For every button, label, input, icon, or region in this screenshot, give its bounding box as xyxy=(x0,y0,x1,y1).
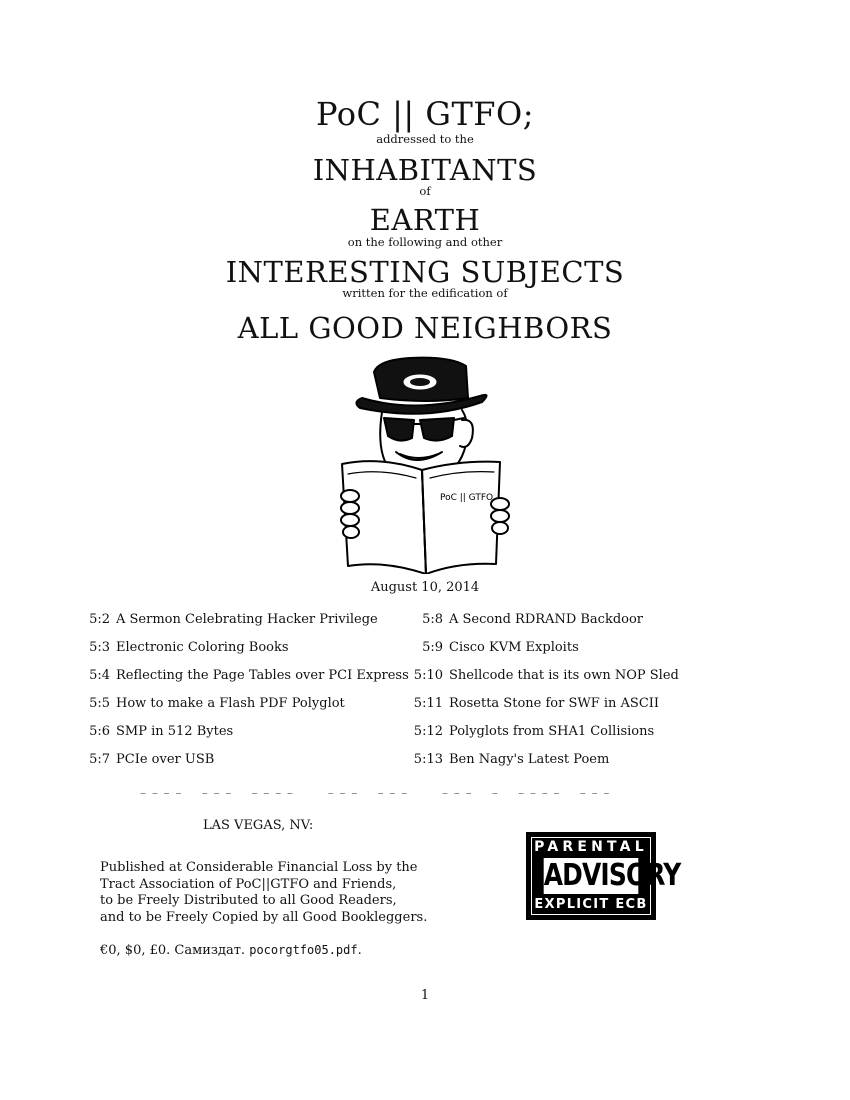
advisory-bottom-text: EXPLICIT ECB xyxy=(534,897,648,912)
parental-advisory-badge xyxy=(526,832,681,920)
toc-item-title: A Second RDRAND Backdoor xyxy=(449,612,644,627)
publisher-statement xyxy=(100,860,427,926)
toc-item-title: Cisco KVM Exploits xyxy=(449,640,579,655)
toc-item-number: 5:8 xyxy=(422,612,443,627)
toc-item xyxy=(408,724,679,752)
price-text: €0, $0, £0. Самиздат. xyxy=(100,943,246,958)
toc-item xyxy=(82,724,409,752)
toc-item-number: 5:13 xyxy=(413,752,443,767)
masthead-line-of: of xyxy=(419,184,431,198)
toc-item-title: A Sermon Celebrating Hacker Privilege xyxy=(116,612,378,627)
masthead-heading-neighbors: ALL GOOD NEIGHBORS xyxy=(237,311,613,345)
reader-illustration xyxy=(330,352,520,574)
toc-item xyxy=(408,696,679,724)
toc-item-title: How to make a Flash PDF Polyglot xyxy=(116,696,345,711)
toc-item-number: 5:4 xyxy=(89,668,110,683)
toc-item-number: 5:12 xyxy=(413,724,443,739)
toc-item-number: 5:5 xyxy=(89,696,110,711)
section-divider: – – – – – – – – – – – – – – – – – – – – – – – – – – – – xyxy=(140,786,611,800)
toc-item-title: SMP in 512 Bytes xyxy=(116,724,234,739)
publisher-line: to be Freely Distributed to all Good Readers, xyxy=(100,893,397,908)
price-suffix: . xyxy=(357,943,362,958)
publisher-line: Tract Association of PoC||GTFO and Friends, xyxy=(100,876,397,892)
masthead-heading-subjects: INTERESTING SUBJECTS xyxy=(225,255,625,289)
masthead-line-written: written for the edification of xyxy=(342,286,508,300)
masthead-heading-earth: EARTH xyxy=(369,203,481,237)
toc-item xyxy=(408,752,679,780)
masthead-title: PoC || GTFO; xyxy=(315,95,534,133)
toc-item xyxy=(408,612,679,640)
toc-item-number: 5:7 xyxy=(89,752,110,767)
toc-item-title: Reflecting the Page Tables over PCI Express xyxy=(116,668,409,683)
toc-item xyxy=(82,696,409,724)
toc-item-number: 5:2 xyxy=(89,612,110,627)
toc-item xyxy=(82,752,409,780)
toc-item-title: Shellcode that is its own NOP Sled xyxy=(449,668,679,683)
toc-item-number: 5:6 xyxy=(89,724,110,739)
advisory-top-text: PARENTAL xyxy=(534,839,648,855)
toc-item-title: Ben Nagy's Latest Poem xyxy=(449,752,610,767)
masthead-line-following: on the following and other xyxy=(347,235,503,249)
toc-item-number: 5:3 xyxy=(89,640,110,655)
toc-item-title: PCIe over USB xyxy=(116,752,215,767)
toc-item-number: 5:11 xyxy=(413,696,443,711)
toc-item xyxy=(82,640,409,668)
toc-item xyxy=(82,668,409,696)
issue-date: August 10, 2014 xyxy=(370,580,480,595)
page-number: 1 xyxy=(420,988,430,1003)
toc-right-column xyxy=(408,612,679,780)
publisher-line: Published at Considerable Financial Loss by the xyxy=(100,860,418,875)
toc-item-title: Rosetta Stone for SWF in ASCII xyxy=(449,696,660,711)
filename: pocorgtfo05.pdf xyxy=(249,943,358,957)
toc-item xyxy=(408,640,679,668)
book-cover-text: PoC || GTFO xyxy=(440,493,494,503)
toc-item-title: Electronic Coloring Books xyxy=(116,640,289,655)
advisory-middle-text: ADVISORY xyxy=(543,858,681,893)
toc-item xyxy=(408,668,679,696)
toc-left-column xyxy=(82,612,409,780)
publisher-line: and to be Freely Copied by all Good Bookleggers. xyxy=(100,909,428,925)
toc-item xyxy=(82,612,409,640)
location-line: LAS VEGAS, NV: xyxy=(203,818,314,833)
masthead-heading-inhabitants: INHABITANTS xyxy=(312,153,538,187)
toc-item-number: 5:10 xyxy=(413,668,443,683)
toc-item-number: 5:9 xyxy=(422,640,443,655)
masthead-line-addressed: addressed to the xyxy=(376,132,474,146)
price-line xyxy=(100,943,362,958)
toc-item-title: Polyglots from SHA1 Collisions xyxy=(449,724,655,739)
